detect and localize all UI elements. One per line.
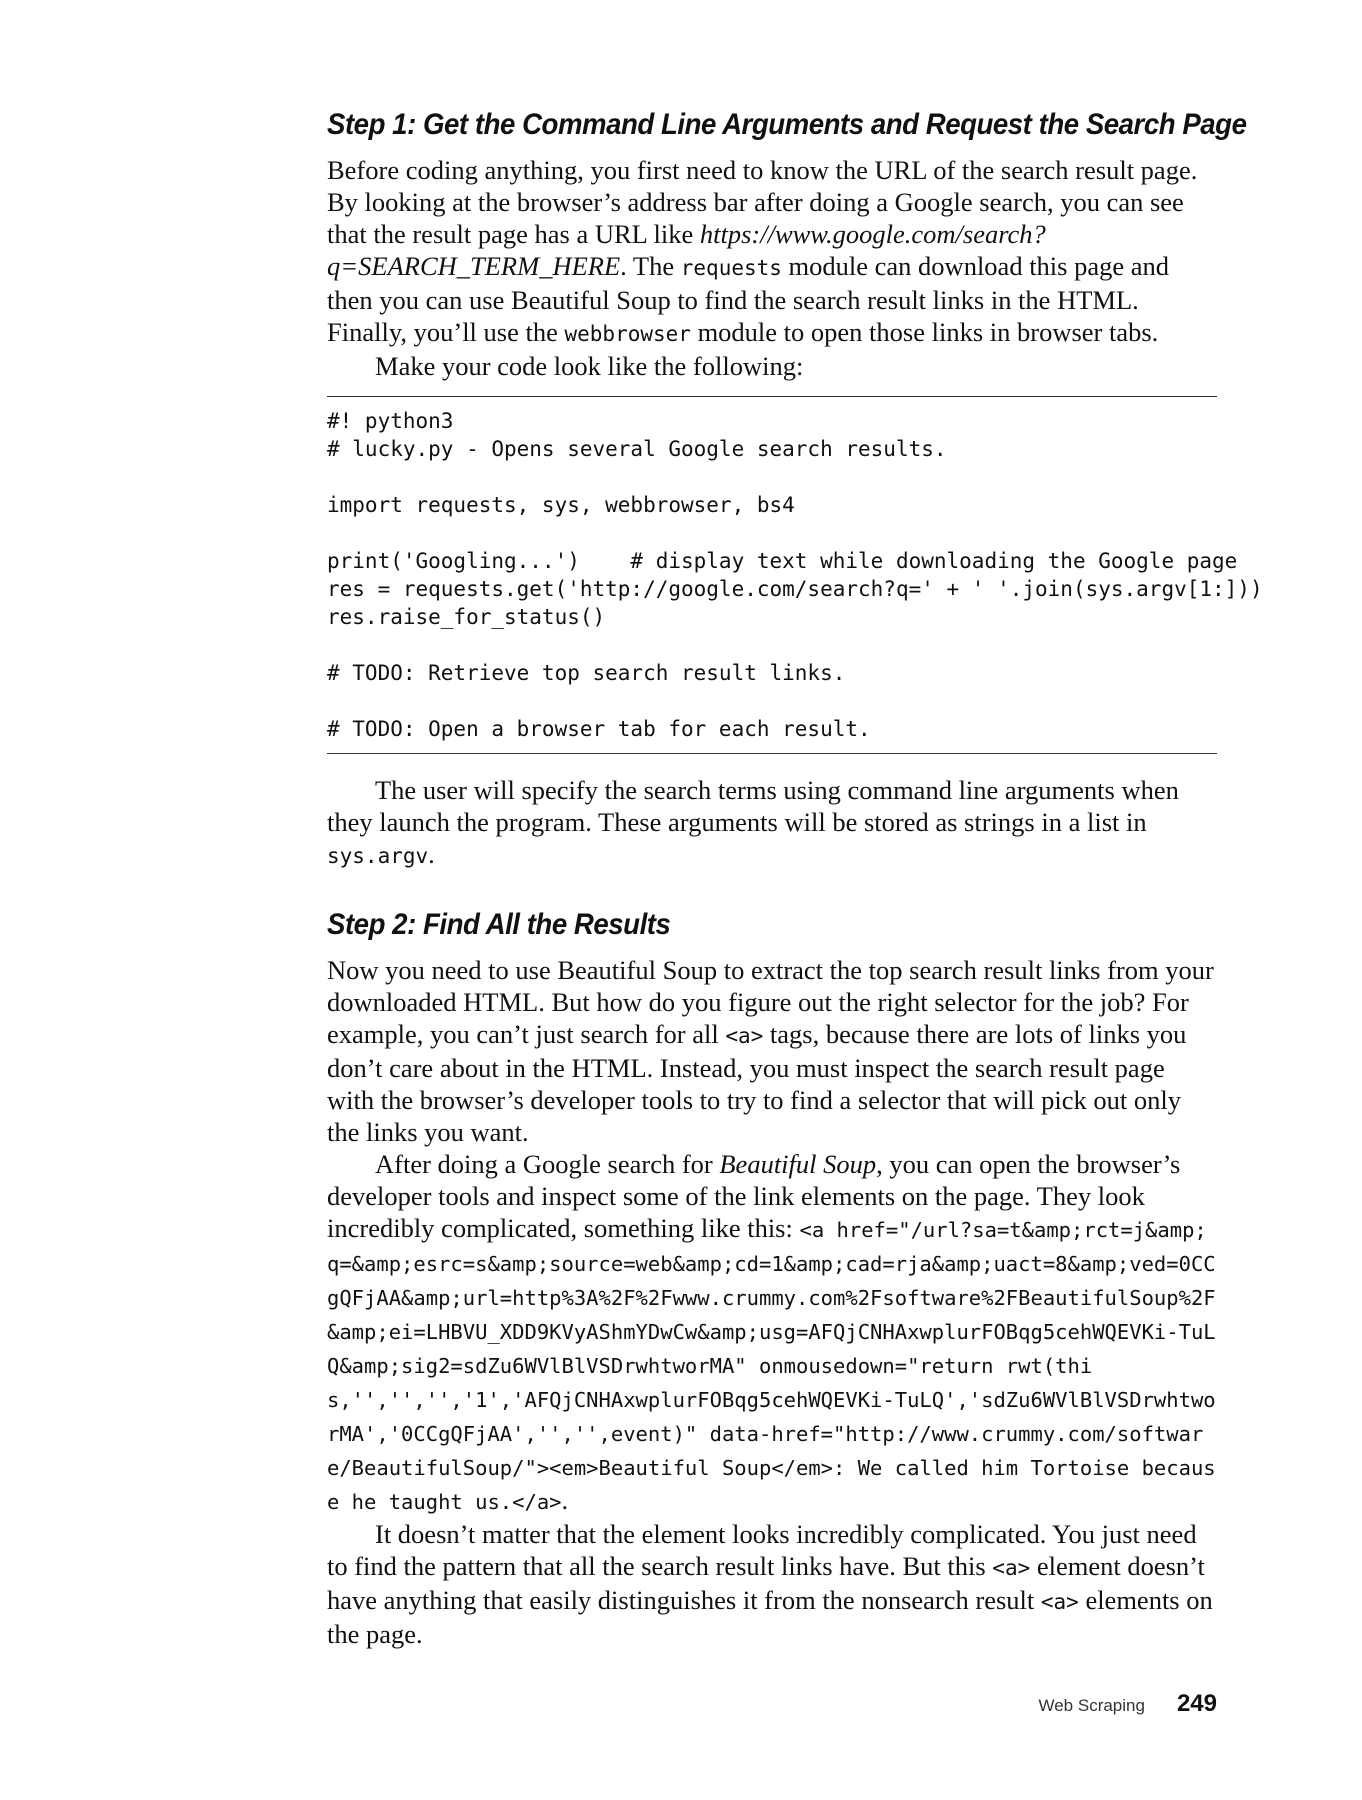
step1-heading: Step 1: Get the Command Line Arguments and Request the Search Page	[327, 108, 1247, 141]
sys-argv-code: sys.argv	[327, 844, 429, 868]
code-line: # TODO: Open a browser tab for each result.	[327, 717, 871, 741]
anchor-tag-code: <a>	[725, 1024, 764, 1048]
link-element-code: <a href="/url?sa=t&amp;rct=j&amp;q=&amp;esrc=s&amp;source=web&amp;cd=1&amp;cad=rja&amp;uact=8&amp;ved=0CCgQFjAA&amp;url=http%3A%2F%2Fwww.crummy.com%2Fsoftware%2FBeautifulSoup%2F&amp;ei=LHBVU_XDD9KVyAShmYDwCw&amp;usg=AFQjCNHAxwplurFOBqg5cehWQEVKi-TuLQ&amp;sig2=sdZu6WVlBlVSDrwhtworMA" onmousedown="return rwt(this,'','','','1','AFQjCNHAxwplurFOBqg5cehWQEVKi-TuLQ','sdZu6WVlBlVSDrwhtworMA','0CCgQFjAA','','',event)" data-href="http://www.crummy.com/software/BeautifulSoup/"><em>Beautiful Soup</em>: We called him Tortoise because he taught us.</a>	[327, 1218, 1216, 1514]
step1-paragraph-1: Before coding anything, you first need to know the URL of the search result page. By looking at the browser’s address bar after doing a Google search, you can see that the result page has a URL like https://www.google.com/search?q=SEARCH_TERM_HERE. The requests module can download this page and then you can use Beautiful Soup to find the search result links in the HTML. Finally, you’ll use the webbrowser module to open those links in browser tabs.	[327, 155, 1198, 347]
anchor-tag-code: <a>	[992, 1556, 1031, 1580]
code-line	[327, 631, 1217, 659]
webbrowser-code: webbrowser	[564, 322, 691, 346]
code-line: import requests, sys, webbrowser, bs4	[327, 493, 795, 517]
code-line	[327, 463, 1217, 491]
code-line: # lucky.py - Opens several Google search results.	[327, 437, 947, 461]
step2-paragraph-3: It doesn’t matter that the element looks incredibly complicated. You just need to find the pattern that all the search result links have. But this <a> element doesn’t have anything that easily distinguishes it from the nonsearch result <a> elements on the page.	[327, 1519, 1213, 1649]
running-footer-section: Web Scraping	[1038, 1696, 1145, 1715]
code-listing	[327, 396, 1263, 754]
code-line: # TODO: Retrieve top search result links.	[327, 661, 846, 685]
code-line: print('Googling...') # display text while downloading the Google page	[327, 549, 1238, 573]
page-content	[327, 108, 1263, 1650]
anchor-tag-code: <a>	[1040, 1590, 1079, 1614]
code-line: res = requests.get('http://google.com/search?q=' + ' '.join(sys.argv[1:]))	[327, 577, 1263, 601]
step2-heading: Step 2: Find All the Results	[327, 908, 671, 941]
code-line: #! python3	[327, 409, 454, 433]
step1-paragraph-3: The user will specify the search terms using command line arguments when they launch the program. These arguments will be stored as strings in a list in sys.argv.	[327, 775, 1179, 869]
page-footer	[1038, 1690, 1217, 1718]
code-line	[327, 519, 1217, 547]
step1-paragraph-2: Make your code look like the following:	[375, 351, 804, 381]
google-search-url: https://www.google.com/search?q=SEARCH_TERM_HERE	[327, 219, 1046, 281]
beautiful-soup-emphasis: Beautiful Soup	[719, 1149, 877, 1179]
code-line: res.raise_for_status()	[327, 605, 606, 629]
page-number: 249	[1176, 1690, 1217, 1717]
code-line	[327, 687, 1217, 715]
step2-paragraph-1: Now you need to use Beautiful Soup to extract the top search result links from your downloaded HTML. But how do you figure out the right selector for the job? For example, you can’t just search for all <a> tags, because there are lots of links you don’t care about in the HTML. Instead, you must inspect the search result page with the browser’s developer tools to try to find a selector that will pick out only the links you want.	[327, 955, 1214, 1147]
requests-code: requests	[680, 256, 782, 280]
step2-paragraph-2: After doing a Google search for Beautiful Soup, you can open the browser’s developer tools and inspect some of the link elements on the page. They look incredibly complicated, something like this: <a href="/url?sa=t&amp;rct=j&amp;q=&amp;esrc=s&amp;source=web&amp;cd=1&amp;cad=rja&amp;uact=8&amp;ved=0CCgQFjAA&amp;url=http%3A%2F%2Fwww.crummy.com%2Fsoftware%2FBeautifulSoup%2F&amp;ei=LHBVU_XDD9KVyAShmYDwCw&amp;usg=AFQjCNHAxwplurFOBqg5cehWQEVKi-TuLQ&amp;sig2=sdZu6WVlBlVSDrwhtworMA" onmousedown="return rwt(this,'','','','1','AFQjCNHAxwplurFOBqg5cehWQEVKi-TuLQ','sdZu6WVlBlVSDrwhtworMA','0CCgQFjAA','','',event)" data-href="http://www.crummy.com/software/BeautifulSoup/"><em>Beautiful Soup</em>: We called him Tortoise because he taught us.</a>.	[327, 1149, 1216, 1515]
